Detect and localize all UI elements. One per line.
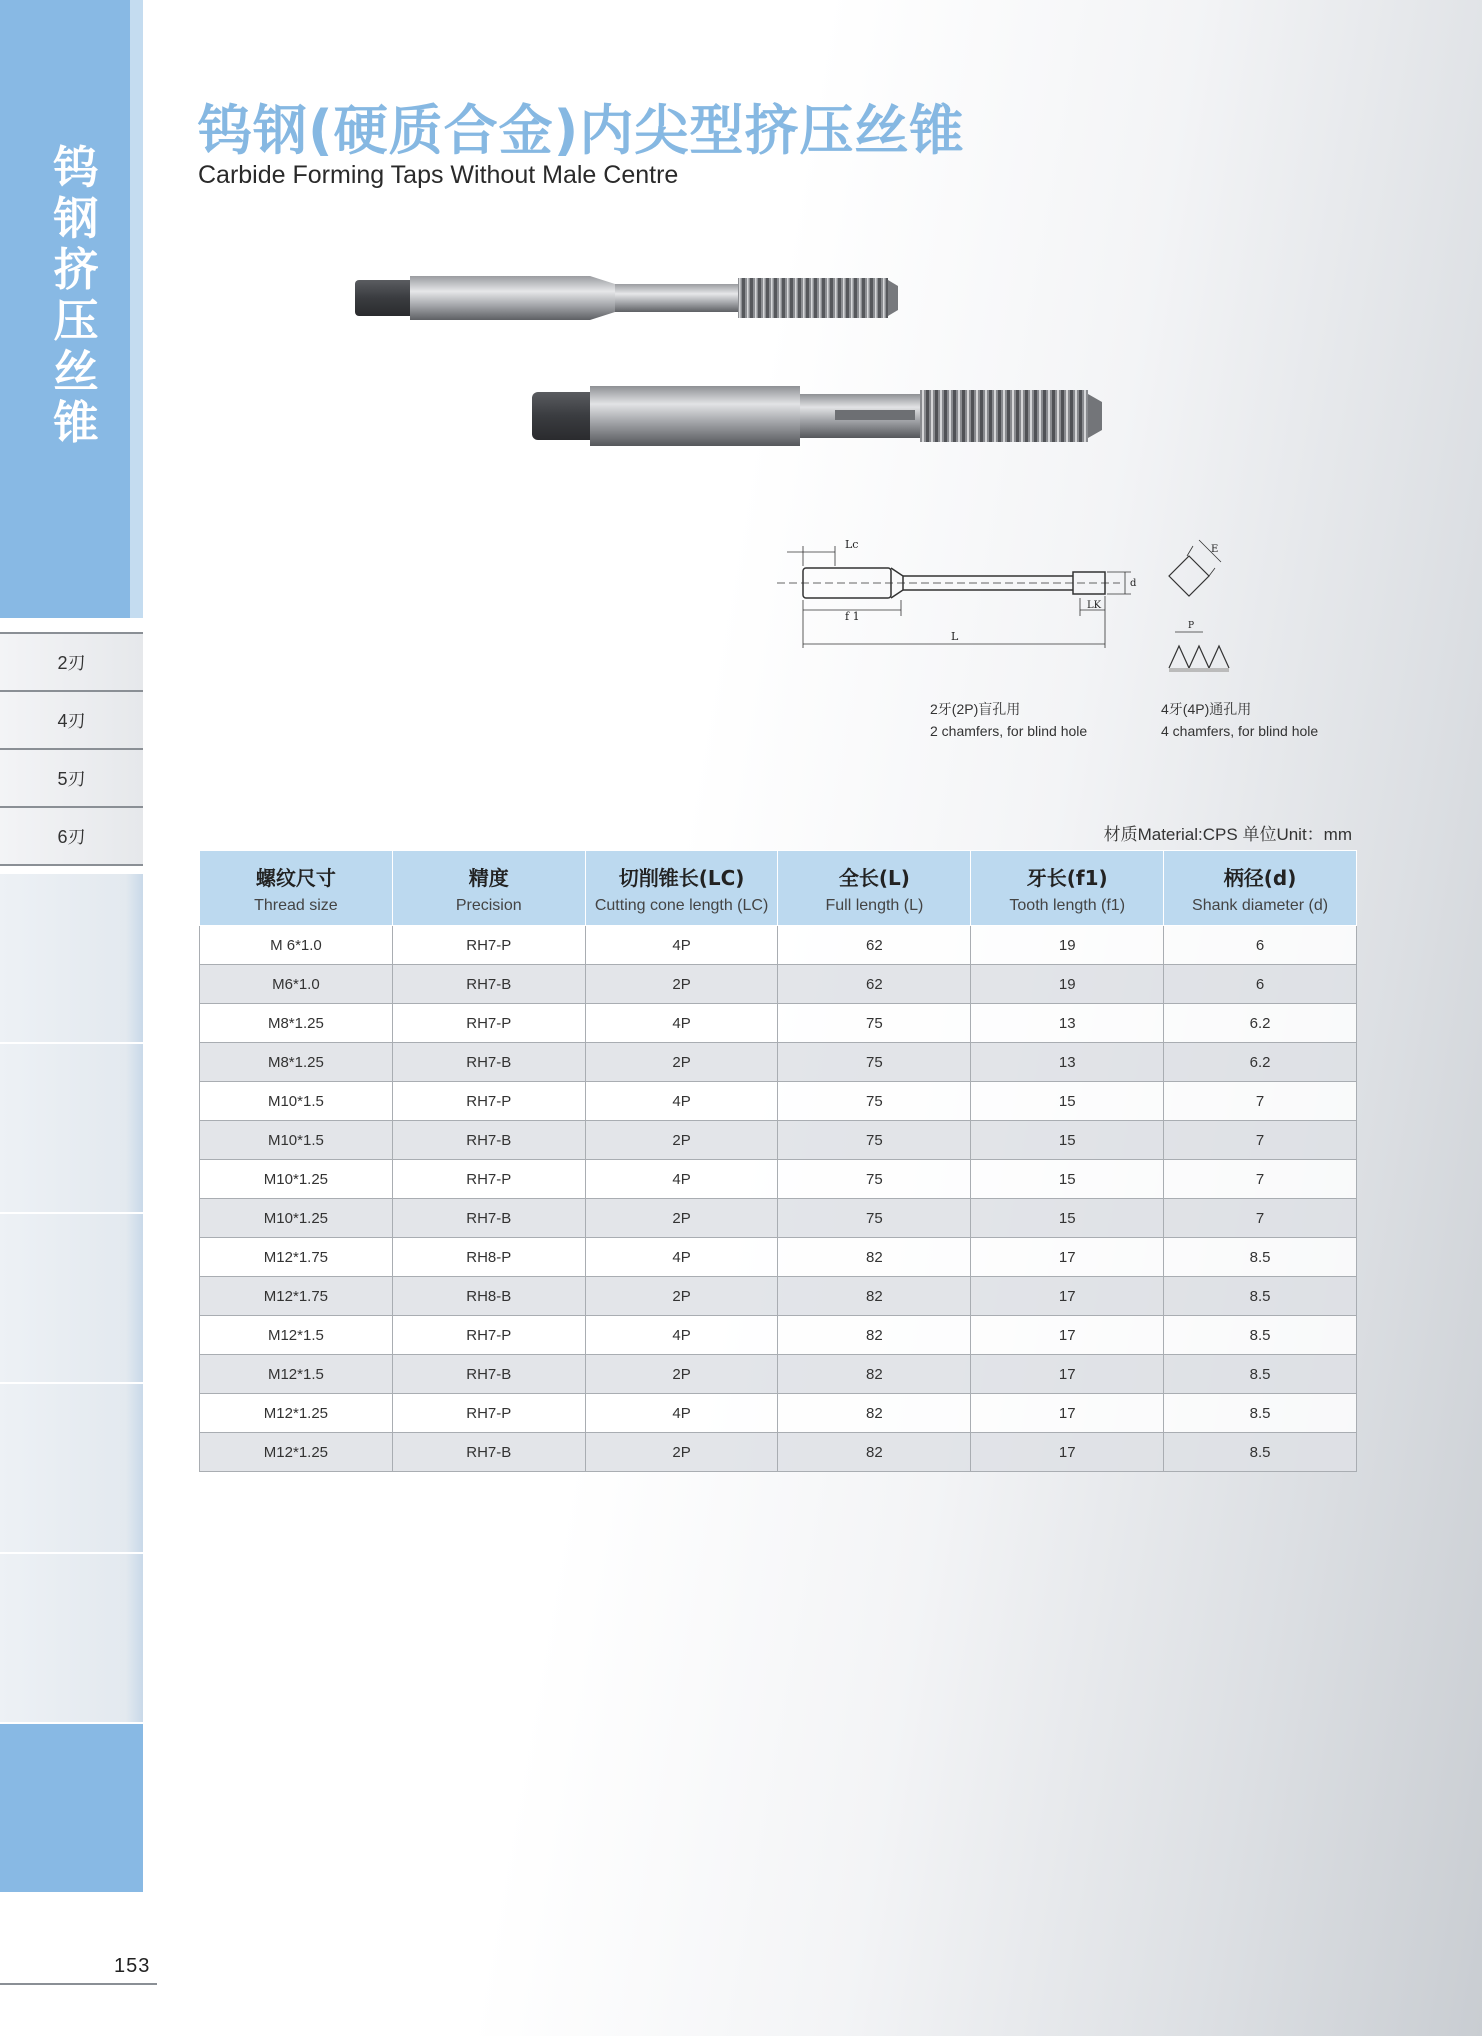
table-cell: M6*1.0 (200, 965, 393, 1004)
diagram-label-lk: LK (1087, 600, 1102, 611)
table-row (200, 1433, 1357, 1472)
table-cell: 4P (585, 1238, 778, 1277)
table-row (200, 1004, 1357, 1043)
table-row (200, 926, 1357, 965)
table-cell: 8.5 (1164, 1238, 1357, 1277)
column-header (392, 851, 585, 926)
diagram-label-f1: f 1 (845, 610, 860, 623)
table-row (200, 965, 1357, 1004)
table-cell: M 6*1.0 (200, 926, 393, 965)
table-cell: 7 (1164, 1121, 1357, 1160)
sidebar-tab-5-flute[interactable]: 5刃 (0, 750, 143, 808)
table-cell: M12*1.5 (200, 1316, 393, 1355)
table-row (200, 1160, 1357, 1199)
sidebar-tab-6-flute[interactable]: 6刃 (0, 808, 143, 866)
table-cell: M10*1.25 (200, 1199, 393, 1238)
table-cell: M10*1.5 (200, 1082, 393, 1121)
table-cell: 7 (1164, 1082, 1357, 1121)
table-cell: 13 (971, 1043, 1164, 1082)
diagram-label-l: L (951, 630, 959, 643)
sidebar-section-blocks (0, 874, 143, 1894)
table-cell: 2P (585, 1355, 778, 1394)
table-cell: M8*1.25 (200, 1004, 393, 1043)
table-cell: 6.2 (1164, 1043, 1357, 1082)
column-header (971, 851, 1164, 926)
caption-4-chamfer (1161, 698, 1318, 742)
column-header (1164, 851, 1357, 926)
table-cell: 17 (971, 1316, 1164, 1355)
table-cell: 13 (971, 1004, 1164, 1043)
table-cell: 75 (778, 1082, 971, 1121)
table-cell: 75 (778, 1199, 971, 1238)
table-cell: 15 (971, 1160, 1164, 1199)
table-cell: 82 (778, 1277, 971, 1316)
table-cell: 7 (1164, 1199, 1357, 1238)
table-cell: 6.2 (1164, 1004, 1357, 1043)
table-cell: RH7-P (392, 1160, 585, 1199)
column-header-cn: 柄径(d) (1223, 865, 1297, 890)
sidebar-section-block[interactable] (0, 1384, 143, 1552)
column-header-en: Precision (455, 896, 522, 914)
diagram-label-p: P (1188, 621, 1195, 631)
sidebar-tabs (0, 632, 143, 866)
table-cell: M12*1.25 (200, 1394, 393, 1433)
column-header-cn: 螺纹尺寸 (255, 865, 336, 890)
tap-photo-1 (350, 268, 950, 328)
table-row (200, 1082, 1357, 1121)
sidebar-section-block-active[interactable] (0, 1724, 143, 1892)
vertical-title-char: 钢 (53, 192, 99, 245)
table-cell: 4P (585, 1082, 778, 1121)
table-cell: RH7-P (392, 1082, 585, 1121)
table-row (200, 1043, 1357, 1082)
column-header (200, 851, 393, 926)
table-cell: 2P (585, 965, 778, 1004)
table-cell: RH7-P (392, 926, 585, 965)
table-cell: RH7-B (392, 1043, 585, 1082)
table-row (200, 1199, 1357, 1238)
table-cell: 15 (971, 1121, 1164, 1160)
table-cell: 4P (585, 1004, 778, 1043)
table-cell: 8.5 (1164, 1316, 1357, 1355)
column-header-en: Cutting cone length (LC) (594, 896, 769, 914)
column-header (778, 851, 971, 926)
table-cell: 82 (778, 1316, 971, 1355)
sidebar-section-block[interactable] (0, 1044, 143, 1212)
tap-dimension-diagram (775, 528, 1245, 688)
table-cell: 17 (971, 1277, 1164, 1316)
table-cell: 8.5 (1164, 1277, 1357, 1316)
page-subtitle: Carbide Forming Taps Without Male Centre (198, 161, 679, 189)
table-cell: 82 (778, 1433, 971, 1472)
table-cell: 15 (971, 1082, 1164, 1121)
table-cell: 4P (585, 1160, 778, 1199)
sidebar-tab-2-flute[interactable]: 2刃 (0, 632, 143, 692)
table-cell: 2P (585, 1121, 778, 1160)
sidebar-section-block[interactable] (0, 1214, 143, 1382)
table-cell: 75 (778, 1004, 971, 1043)
table-cell: 4P (585, 1316, 778, 1355)
table-cell: 2P (585, 1043, 778, 1082)
sidebar-section-block[interactable] (0, 1554, 143, 1722)
sidebar-section-block[interactable] (0, 874, 143, 1042)
column-header-en: Tooth length (f1) (1009, 896, 1126, 914)
table-cell: 7 (1164, 1160, 1357, 1199)
tap-photo-2 (530, 380, 1110, 452)
table-row (200, 1394, 1357, 1433)
table-cell: 2P (585, 1199, 778, 1238)
table-cell: RH7-B (392, 1121, 585, 1160)
sidebar (0, 0, 143, 1895)
caption-4-chamfer-en: 4 chamfers, for blind hole (1161, 723, 1319, 739)
table-cell: 75 (778, 1160, 971, 1199)
column-header-cn: 切削锥长(LC) (618, 865, 745, 890)
sidebar-vertical-title (46, 142, 106, 448)
vertical-title-char: 挤 (53, 243, 99, 296)
diagram-label-e: E (1211, 544, 1219, 555)
table-cell: 17 (971, 1355, 1164, 1394)
table-cell: M12*1.75 (200, 1238, 393, 1277)
table-cell: 82 (778, 1355, 971, 1394)
vertical-title-char: 钨 (53, 141, 99, 194)
page-title: 钨钢(硬质合金)内尖型挤压丝锥 (198, 99, 965, 162)
column-header-en: Thread size (254, 896, 338, 914)
table-cell: M8*1.25 (200, 1043, 393, 1082)
table-body (200, 926, 1357, 1472)
table-cell: 8.5 (1164, 1355, 1357, 1394)
table-cell: 75 (778, 1043, 971, 1082)
table-cell: 17 (971, 1238, 1164, 1277)
caption-4-chamfer-cn: 4牙(4P)通孔用 (1161, 701, 1252, 717)
sidebar-tab-4-flute[interactable]: 4刃 (0, 692, 143, 750)
table-cell: M12*1.75 (200, 1277, 393, 1316)
material-unit-note: 材质Material:CPS 单位Unit：mm (1103, 825, 1352, 844)
table-row (200, 1316, 1357, 1355)
caption-2-chamfer (930, 698, 1087, 742)
diagram-label-lc: Lc (845, 538, 859, 551)
table-cell: 82 (778, 1394, 971, 1433)
table-cell: 6 (1164, 926, 1357, 965)
table-cell: M10*1.25 (200, 1160, 393, 1199)
table-cell: 82 (778, 1238, 971, 1277)
table-cell: RH7-B (392, 1199, 585, 1238)
table-cell: 15 (971, 1199, 1164, 1238)
table-cell: RH7-B (392, 1355, 585, 1394)
table-cell: RH7-B (392, 1433, 585, 1472)
table-cell: M12*1.25 (200, 1433, 393, 1472)
table-cell: 19 (971, 926, 1164, 965)
table-cell: 2P (585, 1433, 778, 1472)
spec-table (199, 850, 1357, 1472)
table-cell: 17 (971, 1433, 1164, 1472)
table-cell: 75 (778, 1121, 971, 1160)
column-header-cn: 全长(L) (838, 865, 910, 890)
table-row (200, 1277, 1357, 1316)
table-cell: 19 (971, 965, 1164, 1004)
table-row (200, 1355, 1357, 1394)
table-cell: 2P (585, 1277, 778, 1316)
table-cell: 4P (585, 926, 778, 965)
column-header-cn: 牙长(f1) (1026, 865, 1108, 890)
sidebar-banner-edge (130, 0, 143, 618)
table-cell: M12*1.5 (200, 1355, 393, 1394)
table-cell: RH7-B (392, 965, 585, 1004)
table-cell: M10*1.5 (200, 1121, 393, 1160)
table-cell: RH7-P (392, 1394, 585, 1433)
column-header-cn: 精度 (468, 865, 509, 890)
page-number: 153 (114, 1955, 151, 1977)
table-row (200, 1238, 1357, 1277)
vertical-title-char: 压 (53, 294, 99, 347)
table-cell: 4P (585, 1394, 778, 1433)
table-cell: 8.5 (1164, 1394, 1357, 1433)
column-header-en: Full length (L) (825, 896, 924, 914)
column-header-en: Shank diameter (d) (1192, 896, 1329, 914)
vertical-title-char: 丝 (53, 345, 99, 398)
caption-2-chamfer-cn: 2牙(2P)盲孔用 (930, 701, 1021, 717)
table-cell: 6 (1164, 965, 1357, 1004)
table-header-row (200, 851, 1357, 926)
footer-divider (0, 1983, 157, 1985)
table-cell: 17 (971, 1394, 1164, 1433)
table-row (200, 1121, 1357, 1160)
caption-2-chamfer-en: 2 chamfers, for blind hole (930, 723, 1088, 739)
table-cell: RH7-P (392, 1316, 585, 1355)
table-cell: 8.5 (1164, 1433, 1357, 1472)
table-cell: 62 (778, 926, 971, 965)
table-cell: RH8-B (392, 1277, 585, 1316)
diagram-label-d: d (1130, 578, 1137, 589)
column-header (585, 851, 778, 926)
table-cell: 62 (778, 965, 971, 1004)
table-cell: RH7-P (392, 1004, 585, 1043)
table-cell: RH8-P (392, 1238, 585, 1277)
vertical-title-char: 锥 (53, 396, 99, 449)
